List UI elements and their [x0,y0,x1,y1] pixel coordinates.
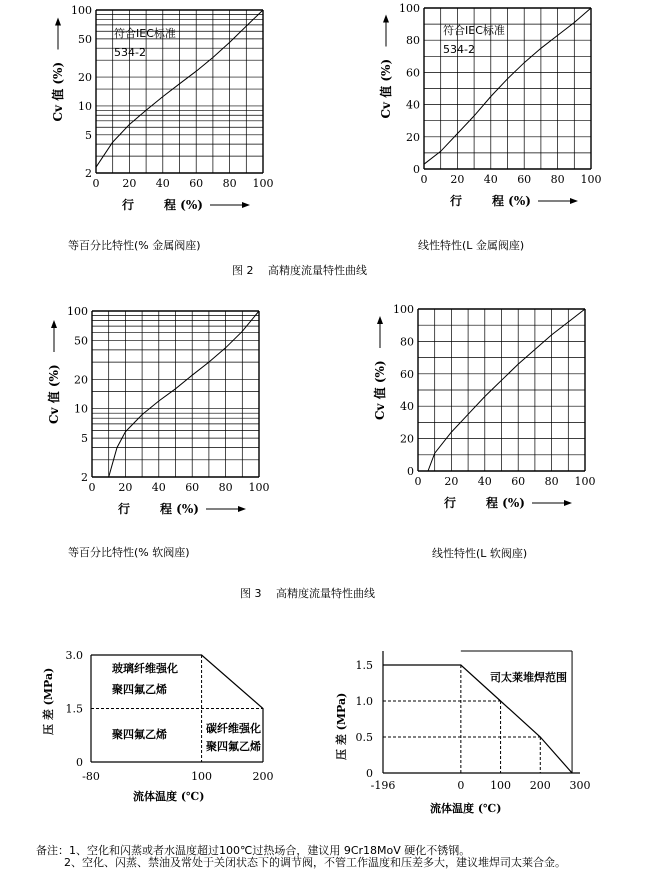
footnote-line1: 备注：1、空化和闪蒸或者水温度超过100℃过热场合，建议用 9Cr18MoV 硬化不锈钢。 [36,844,471,857]
fig2-linear-metal-seat-ytick-label: 0 [413,163,420,176]
pressure-left-region-top-1: 玻璃纤维强化 [112,662,178,675]
fig3-left-subtitle: 等百分比特性(% 软阀座) [68,546,190,559]
fig2-equal-percentage-metal-seat-ytick-label: 2 [85,167,92,180]
pt1-xtick-label: 200 [252,770,274,783]
pressure-left-xlabel: 流体温度 (℃) [133,790,205,803]
fig3-equal-percentage-soft-seat-xlabel-a: 行 [118,502,131,516]
fig3-equal-percentage-soft-seat-ytick-label: 20 [74,373,88,387]
fig2-right-note-line1: 符合IEC标准 [443,24,505,37]
pt1-ytick-label: 1.5 [65,702,83,716]
fig3-equal-percentage-soft-seat-xlabel-arrow-head [238,506,246,512]
fig2-linear-metal-seat-xtick-label: 40 [483,173,498,186]
pt2-ytick-label: 1.0 [355,695,373,708]
fig2-left-subtitle: 等百分比特性(% 金属阀座) [68,239,201,252]
fig2-linear-metal-seat-xlabel-arrow-head [570,198,578,204]
pressure-right-ylabel: 压 差 (MPa) [335,692,348,760]
fig2-equal-percentage-metal-seat-xtick-label: 60 [189,177,204,190]
fig2-equal-percentage-metal-seat-ytick-label: 10 [78,99,92,113]
fig3-equal-percentage-soft-seat-xtick-label: 80 [218,481,233,494]
fig2-linear-metal-seat-xtick-label: 60 [517,173,532,186]
fig3-linear-soft-seat-xlabel-b: 程 (%) [486,496,525,510]
fig3-equal-percentage-soft-seat-curve [109,311,259,477]
fig2-linear-metal-seat-xtick-label: 80 [550,173,565,186]
pressure-left-ylabel: 压 差 (MPa) [42,667,55,735]
fig2-linear-metal-seat-ytick-label: 20 [406,130,420,144]
fig2-equal-percentage-metal-seat-xtick-label: 20 [122,177,137,190]
fig3-linear-soft-seat-xtick-label: 20 [444,475,459,488]
fig3-linear-soft-seat-xtick-label: 60 [511,475,526,488]
fig3-linear-soft-seat-ytick-label: 60 [400,367,414,381]
fig3-equal-percentage-soft-seat-ytick-label: 2 [81,471,88,484]
pressure-right-region: 司太莱堆焊范围 [490,671,567,684]
fig3-linear-soft-seat-xtick-label: 100 [574,475,596,488]
fig3-equal-percentage-soft-seat-ytick-label: 50 [74,334,88,348]
fig3-equal-percentage-soft-seat-ylabel: Cv 值 (%) [47,364,61,424]
pt1-ytick-label: 3.0 [65,649,83,662]
fig2-right-note-line2: 534-2 [443,43,475,56]
fig2-linear-metal-seat-ytick-label: 60 [406,66,420,80]
pt2-xtick-label: 0 [457,779,465,792]
fig2-linear-metal-seat-ytick-label: 80 [406,34,420,48]
fig2-linear-metal-seat-ylabel-arrow-head [383,15,389,23]
pt2-ytick-label: 1.5 [355,659,373,672]
fig3-equal-percentage-soft-seat-ytick-label: 10 [74,402,88,416]
fig3-caption: 图 3 高精度流量特性曲线 [240,587,375,600]
pt2-xtick-label: 300 [569,779,591,792]
pt1-xtick-label: -80 [82,770,100,783]
fig3-equal-percentage-soft-seat-ytick-label: 100 [67,305,88,318]
fig3-equal-percentage-soft-seat-xtick-label: 0 [88,481,96,494]
fig2-equal-percentage-metal-seat-ylabel-arrow-head [55,18,61,26]
fig2-left-note-line2: 534-2 [114,46,146,59]
pressure-left-region-bottom-right-1: 碳纤维强化 [206,722,261,735]
fig2-equal-percentage-metal-seat-ytick-label: 100 [71,4,92,17]
pressure-left-region-top-2: 聚四氟乙烯 [112,683,167,696]
fig3-linear-soft-seat-ylabel-arrow-head [377,316,383,324]
fig3-equal-percentage-soft-seat-xtick-label: 40 [151,481,166,494]
fig2-equal-percentage-metal-seat-ytick-label: 5 [85,128,92,142]
fig2-caption: 图 2 高精度流量特性曲线 [232,264,367,277]
footnote-line2: 2、空化、闪蒸、禁油及常处于关闭状态下的调节阀，不管工作温度和压差多大，建议堆焊司太莱合金。 [64,856,566,869]
pt2-xtick-label: 100 [490,779,512,792]
fig2-equal-percentage-metal-seat-xtick-label: 40 [155,177,170,190]
fig2-linear-metal-seat-xlabel-b: 程 (%) [492,194,531,208]
fig3-linear-soft-seat-ytick-label: 80 [400,335,414,349]
fig2-equal-percentage-metal-seat-xlabel-a: 行 [122,198,135,212]
fig3-equal-percentage-soft-seat-xtick-label: 20 [118,481,133,494]
fig3-equal-percentage-soft-seat-xtick-label: 60 [185,481,200,494]
fig2-right-subtitle: 线性特性(L 金属阀座) [418,239,525,252]
fig2-equal-percentage-metal-seat-xlabel-arrow-head [242,202,250,208]
fig2-linear-metal-seat-xtick-label: 0 [420,173,428,186]
fig2-linear-metal-seat-ytick-label: 100 [399,2,420,15]
fig2-equal-percentage-metal-seat-ylabel: Cv 值 (%) [51,61,65,122]
fig3-linear-soft-seat-ytick-label: 100 [393,303,414,316]
fig3-equal-percentage-soft-seat-ylabel-arrow-head [51,320,57,328]
fig2-linear-metal-seat-xlabel-a: 行 [450,194,463,208]
pt1-ytick-label: 0 [76,756,83,769]
pt2-ytick-label: 0 [366,767,373,780]
fig3-linear-soft-seat-xtick-label: 40 [477,475,492,488]
fig2-linear-metal-seat-xtick-label: 20 [450,173,465,186]
fig3-linear-soft-seat-ytick-label: 0 [407,465,414,478]
fig3-linear-soft-seat-ytick-label: 20 [400,432,414,446]
fig3-linear-soft-seat-xtick-label: 0 [414,475,422,488]
fig3-linear-soft-seat-ylabel: Cv 值 (%) [373,360,387,420]
pressure-left-region-bottom-left: 聚四氟乙烯 [112,728,167,741]
fig3-linear-soft-seat-ytick-label: 40 [400,400,414,414]
fig2-linear-metal-seat-ytick-label: 40 [406,98,420,112]
fig2-left-note-line1: 符合IEC标准 [114,27,176,40]
fig2-equal-percentage-metal-seat-xtick-label: 80 [222,177,237,190]
fig3-linear-soft-seat-xtick-label: 80 [544,475,559,488]
pt2-xtick-label: -196 [370,779,396,792]
fig2-equal-percentage-metal-seat-ytick-label: 50 [78,32,92,46]
fig2-equal-percentage-metal-seat-xtick-label: 0 [92,177,100,190]
pt2-xtick-label: 200 [529,779,551,792]
fig3-right-subtitle: 线性特性(L 软阀座) [432,547,528,560]
fig3-linear-soft-seat-xlabel-arrow-head [564,500,572,506]
fig2-linear-metal-seat-ylabel: Cv 值 (%) [379,58,393,119]
pt2-ytick-label: 0.5 [355,731,373,744]
fig2-equal-percentage-metal-seat-xtick-label: 100 [252,177,274,190]
pt1-xtick-label: 100 [191,770,213,783]
pressure-right-xlabel: 流体温度 (℃) [430,802,502,815]
fig2-equal-percentage-metal-seat-xlabel-b: 程 (%) [164,198,203,212]
fig3-linear-soft-seat-xlabel-a: 行 [444,496,457,510]
fig2-linear-metal-seat-xtick-label: 100 [580,173,602,186]
fig3-equal-percentage-soft-seat-xlabel-b: 程 (%) [160,502,199,516]
fig3-equal-percentage-soft-seat-xtick-label: 100 [248,481,270,494]
fig3-equal-percentage-soft-seat-ytick-label: 5 [81,432,88,446]
pressure-left-region-bottom-right-2: 聚四氟乙烯 [206,740,261,753]
fig2-equal-percentage-metal-seat-ytick-label: 20 [78,71,92,85]
